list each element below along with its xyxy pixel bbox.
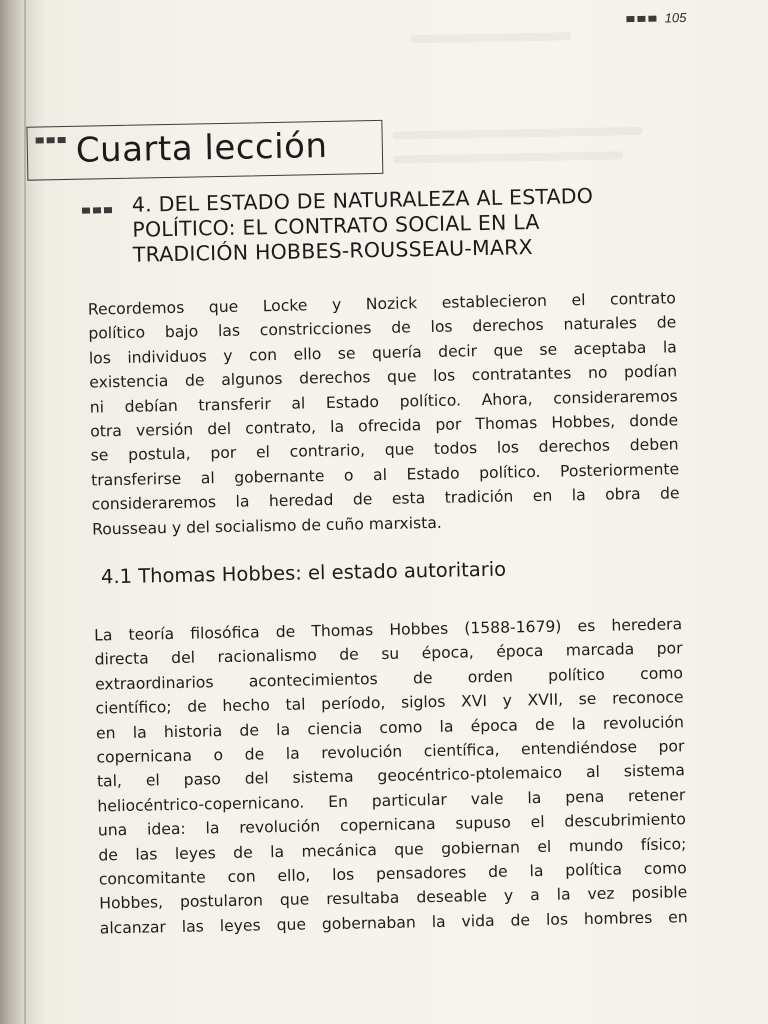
text-line: una idea: la revolución copernicana supuso el descubrimiento bbox=[97, 810, 686, 840]
section-heading-line: 4. DEL ESTADO DE NATURALEZA AL ESTADO bbox=[131, 183, 594, 217]
page-number: 105 bbox=[664, 10, 687, 26]
text-line: Recordemos que Locke y Nozick establecieron el contrato bbox=[87, 289, 676, 319]
text-line: transferirse al gobernante o al Estado político. Posteriormente bbox=[91, 460, 680, 490]
text-line: otra versión del contrato, la ofrecida por Thomas Hobbes, donde bbox=[90, 411, 679, 441]
lesson-title: Cuarta lección bbox=[75, 125, 328, 171]
paragraph-intro bbox=[88, 286, 681, 541]
show-through-mark bbox=[411, 32, 571, 43]
section-heading-line: POLÍTICO: EL CONTRATO SOCIAL EN LA bbox=[132, 209, 540, 242]
text-line: político bajo las constricciones de los derechos naturales de bbox=[88, 313, 677, 343]
header-squares-icon bbox=[627, 15, 657, 22]
text-line: alcanzar las leyes que gobernaban la vida de los hombres en bbox=[99, 908, 688, 938]
show-through-mark bbox=[393, 127, 643, 140]
text-line: ni debían transferir al Estado político. Ahora, consideraremos bbox=[89, 386, 678, 417]
text-line: los individuos y con ello se quería decir que se aceptaba la bbox=[88, 338, 677, 368]
lesson-title-box bbox=[26, 120, 383, 181]
show-through-mark bbox=[393, 151, 623, 163]
lesson-squares-icon bbox=[36, 137, 66, 144]
text-line: Hobbes, postularon que resultaba deseable y a la vez posible bbox=[99, 883, 688, 913]
subsection-heading: 4.1 Thomas Hobbes: el estado autoritario bbox=[100, 557, 507, 589]
text-line: concomitante con ello, los pensadores de la política como bbox=[98, 859, 687, 889]
text-line: directa del racionalismo de su época, época marcada por bbox=[94, 639, 683, 669]
text-line: extraordinarios acontecimientos de orden político como bbox=[94, 664, 684, 694]
text-line: científico; de hecho tal período, siglos XVI y XVII, se reconoce bbox=[95, 688, 684, 718]
section-heading bbox=[132, 182, 673, 267]
text-line: tal, el paso del sistema geocéntrico-ptolemaico al sistema bbox=[96, 761, 686, 791]
text-line: heliocéntrico-copernicano. En particular vale la pena retener bbox=[97, 786, 686, 816]
text-line: copernicana o de la revolución científica, entendiéndose por bbox=[96, 737, 685, 767]
text-line: en la historia de la ciencia como la época de la revolución bbox=[95, 712, 685, 743]
text-line: de las leyes de la mecánica que gobiernan el mundo físico; bbox=[98, 834, 687, 865]
text-line: Rousseau y del socialismo de cuño marxista. bbox=[91, 513, 442, 539]
text-line: se postula, por el contrario, que todos los derechos deben bbox=[90, 435, 679, 465]
section-heading-line: TRADICIÓN HOBBES-ROUSSEAU-MARX bbox=[132, 235, 533, 267]
paragraph-hobbes bbox=[94, 612, 688, 941]
running-header bbox=[627, 10, 687, 26]
text-line: existencia de algunos derechos que los contratantes no podían bbox=[89, 362, 678, 392]
text-line: consideraremos la heredad de esta tradición en la obra de bbox=[91, 484, 680, 514]
section-squares-icon bbox=[82, 207, 112, 214]
text-line: La teoría filosófica de Thomas Hobbes (1588-1679) es heredera bbox=[93, 615, 683, 645]
